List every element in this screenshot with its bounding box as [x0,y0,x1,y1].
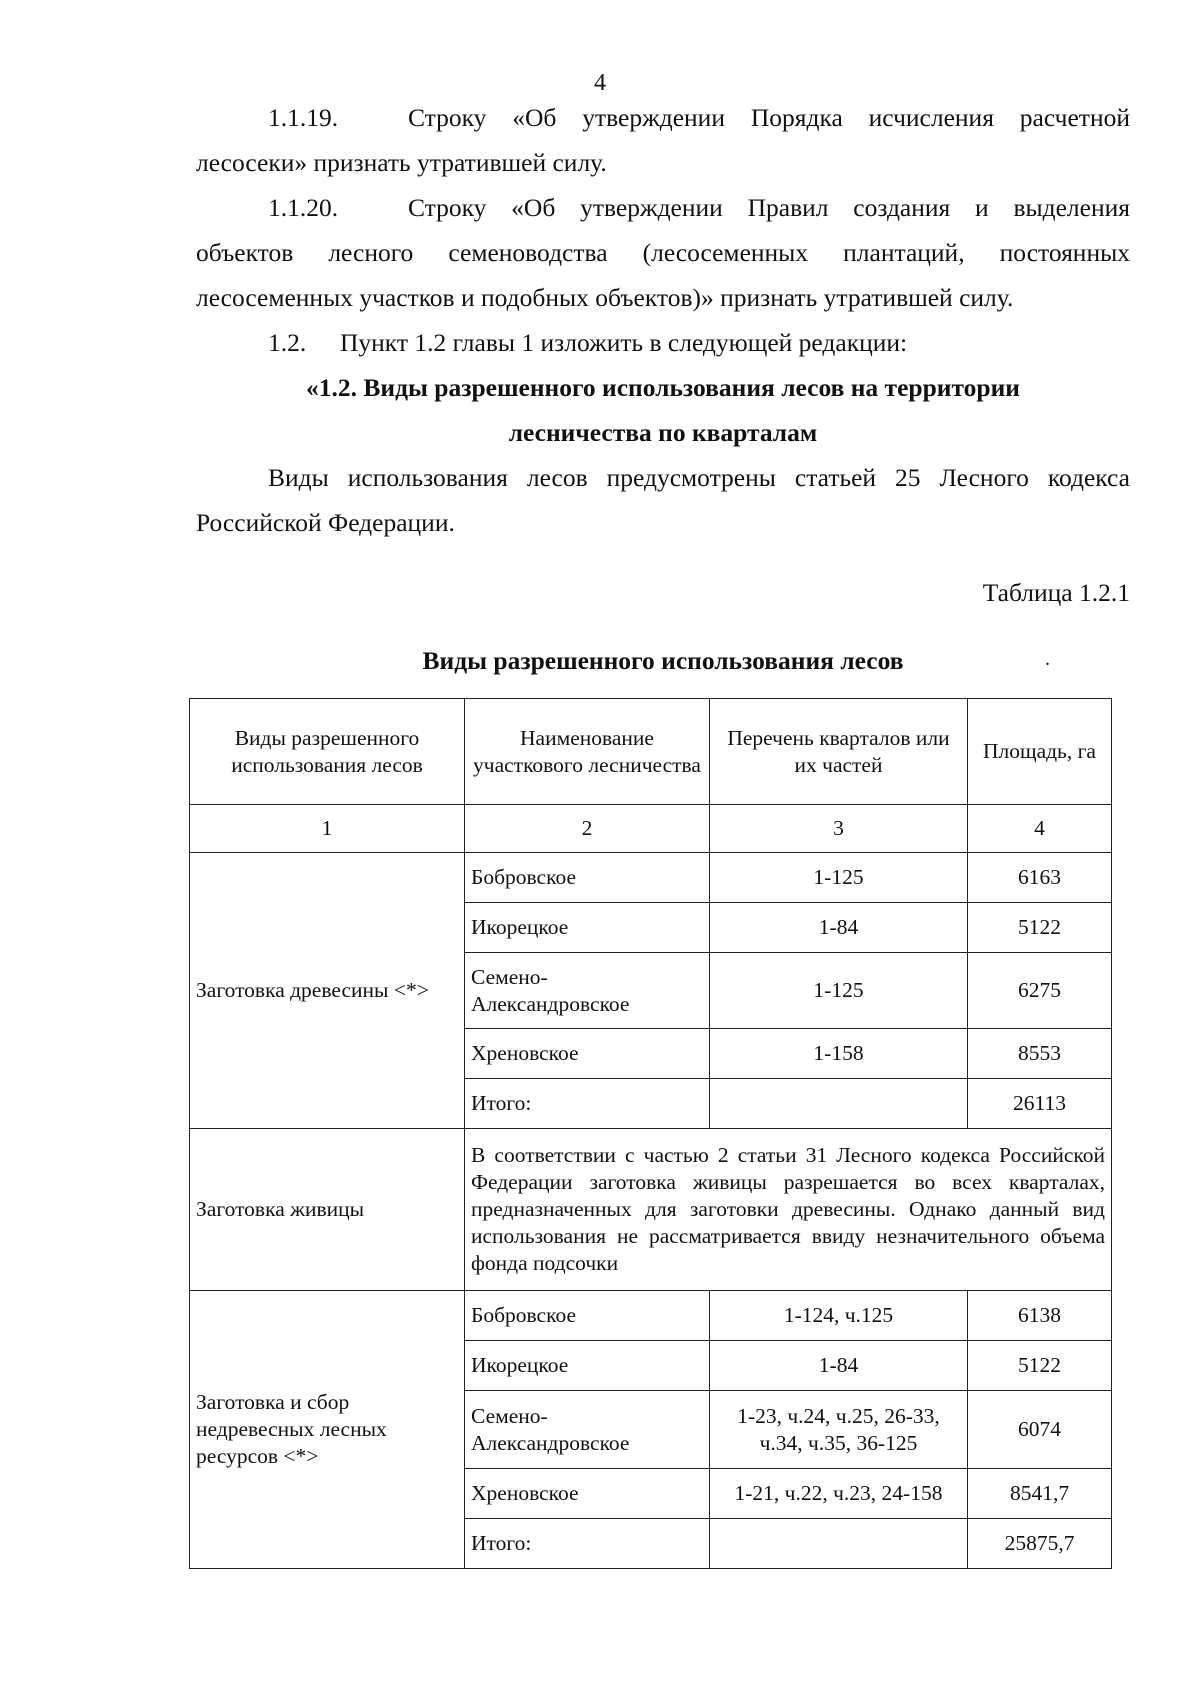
table-title-text: Виды разрешенного использования лесов [422,646,904,675]
clause-text: Пункт 1.2 главы 1 изложить в следующей редакции: [340,328,908,357]
forest-use-table [189,698,1112,1569]
use-type-cell: Заготовка живицы [190,1129,465,1291]
area-cell: 8553 [968,1029,1112,1079]
quarters-cell [710,1519,968,1569]
heading-line: «1.2. Виды разрешенного использования лесов на территории [306,373,1020,402]
forestry-cell: Икорецкое [465,1341,710,1391]
forestry-cell: Бобровское [465,853,710,903]
quarters-cell: 1-23, ч.24, ч.25, 26-33, ч.34, ч.35, 36-125 [710,1391,968,1469]
use-type-cell: Заготовка древесины <*> [190,853,465,1129]
page-number: 4 [594,70,606,96]
quarters-cell: 1-124, ч.125 [710,1291,968,1341]
forestry-cell: Хреновское [465,1469,710,1519]
paragraph-1-1-20 [196,185,1130,320]
forestry-cell: Икорецкое [465,903,710,953]
paragraph-1-2 [196,320,1130,365]
forestry-cell: Хреновское [465,1029,710,1079]
clause-number: 1.1.20. [268,193,339,222]
quarters-cell: 1-125 [710,953,968,1029]
table-row [190,853,1112,903]
area-cell: 25875,7 [968,1519,1112,1569]
header-cell: Площадь, га [968,699,1112,805]
forestry-cell: Семено-Александровское [465,953,710,1029]
clause-text: Строку «Об утверждении Порядка исчисления расчетной [408,103,1130,132]
stray-mark: . [1045,648,1050,670]
paragraph-line: лесосеки» признать утратившей силу. [196,148,607,177]
paragraph-line: Российской Федерации. [196,508,455,537]
forestry-cell: Бобровское [465,1291,710,1341]
area-cell: 6163 [968,853,1112,903]
area-cell: 5122 [968,903,1112,953]
area-cell: 6138 [968,1291,1112,1341]
table-label-text: Таблица 1.2.1 [982,578,1130,607]
quarters-cell: 1-125 [710,853,968,903]
forestry-cell: Семено-Александровское [465,1391,710,1469]
paragraph-line: лесосеменных участков и подобных объектов)» признать утратившей силу. [196,283,1014,312]
clause-text: Строку «Об утверждении Правил создания и выделения [408,193,1130,222]
section-heading [196,365,1130,455]
table-header-row [190,699,1112,805]
header-cell: Перечень кварталов или их частей [710,699,968,805]
use-type-cell: Заготовка и сбор недревесных лесных ресурсов <*> [190,1291,465,1569]
area-cell: 26113 [968,1079,1112,1129]
area-cell: 8541,7 [968,1469,1112,1519]
column-number-row [190,805,1112,853]
quarters-cell: 1-158 [710,1029,968,1079]
table-row [190,1129,1112,1291]
heading-line: лесничества по кварталам [508,418,818,447]
table-row [190,1291,1112,1341]
paragraph-line [196,320,1130,365]
clause-number: 1.2. [268,328,307,357]
intro-paragraph [196,455,1130,545]
quarters-cell: 1-84 [710,1341,968,1391]
paragraph-1-1-19 [196,95,1130,185]
note-cell: В соответствии с частью 2 статьи 31 Лесного кодекса Российской Федерации заготовка живицы разрешается во всех кварталах, предназначенных для заготовки древесины. Однако данный вид использования не рассматривается ввиду незначительного объема фонда подсочки [465,1129,1112,1291]
column-number-cell: 4 [968,805,1112,853]
quarters-cell: 1-21, ч.22, ч.23, 24-158 [710,1469,968,1519]
paragraph-line: Виды использования лесов предусмотрены статьей 25 Лесного кодекса [268,463,1130,492]
paragraph-line [196,185,1130,230]
column-number-cell: 2 [465,805,710,853]
clause-number: 1.1.19. [268,103,339,132]
forestry-cell: Итого: [465,1519,710,1569]
table-title [196,638,1130,683]
table-label [196,570,1130,615]
column-number-cell: 1 [190,805,465,853]
area-cell: 6074 [968,1391,1112,1469]
forestry-cell: Итого: [465,1079,710,1129]
area-cell: 6275 [968,953,1112,1029]
header-cell: Виды разрешенного использования лесов [190,699,465,805]
area-cell: 5122 [968,1341,1112,1391]
quarters-cell: 1-84 [710,903,968,953]
column-number-cell: 3 [710,805,968,853]
paragraph-line [196,95,1130,140]
paragraph-line: объектов лесного семеноводства (лесосеменных плантаций, постоянных [196,238,1130,267]
quarters-cell [710,1079,968,1129]
header-cell: Наименование участкового лесничества [465,699,710,805]
